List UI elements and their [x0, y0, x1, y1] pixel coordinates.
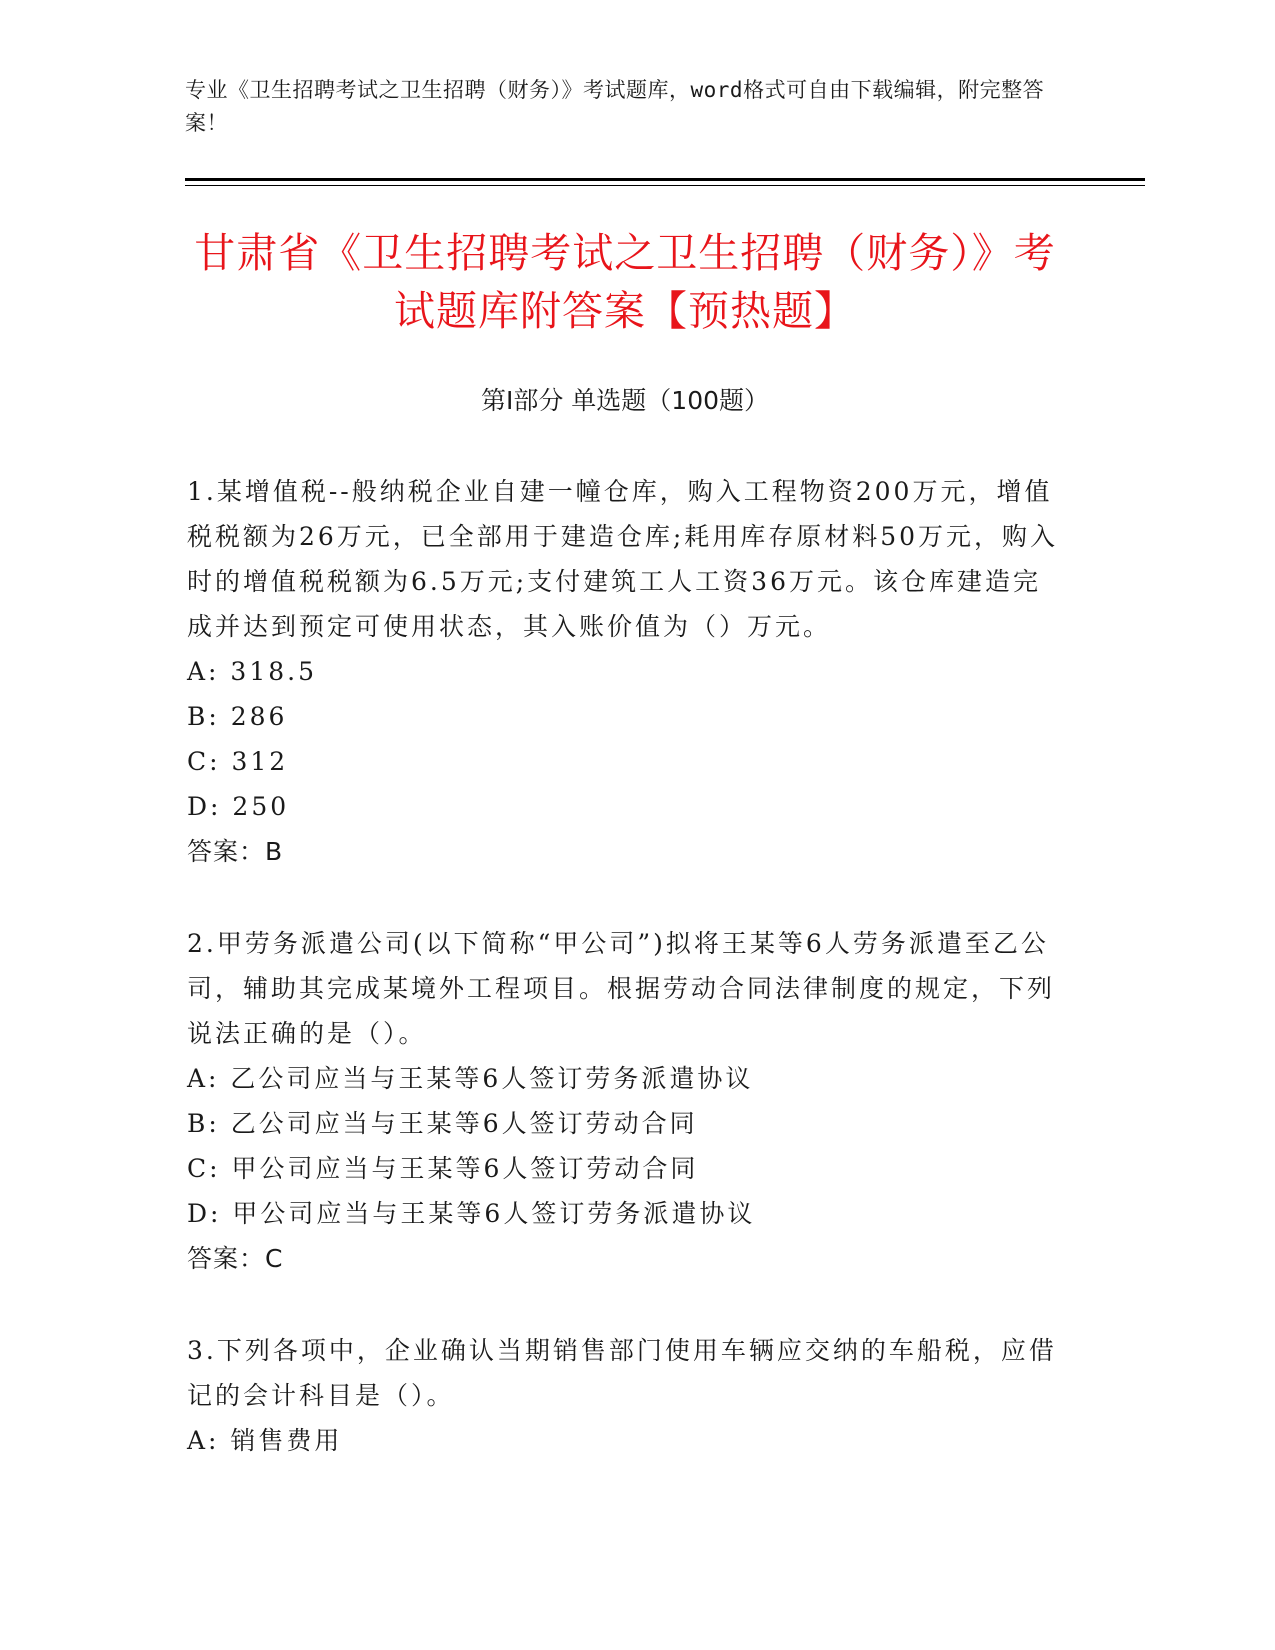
option-d: D: 甲公司应当与王某等6人签订劳务派遣协议 — [187, 1199, 756, 1228]
option-b: B: 乙公司应当与王某等6人签订劳动合同 — [187, 1109, 698, 1138]
header-note: 专业《卫生招聘考试之卫生招聘（财务）》考试题库，word格式可自由下载编辑，附完整答案！ — [185, 78, 1045, 135]
header-rule-thick — [185, 178, 1145, 181]
header-rule-thin — [185, 185, 1145, 186]
answer: 答案：C — [187, 1244, 284, 1273]
option-a: A: 318.5 — [187, 657, 317, 686]
option-a: A: 乙公司应当与王某等6人签订劳务派遣协议 — [187, 1064, 754, 1093]
question-3 — [187, 1328, 1067, 1463]
option-d: D: 250 — [187, 792, 290, 821]
option-c: C: 甲公司应当与王某等6人签订劳动合同 — [187, 1154, 699, 1183]
option-a: A: 销售费用 — [187, 1426, 343, 1455]
question-text: 3.下列各项中，企业确认当期销售部门使用车辆应交纳的车船税，应借记的会计科目是（）。 — [187, 1336, 1057, 1410]
section-heading: 第Ⅰ部分 单选题（100题） — [480, 386, 770, 415]
answer: 答案：B — [187, 837, 284, 866]
question-2 — [187, 921, 1067, 1281]
question-text: 2.甲劳务派遣公司(以下简称“甲公司”)拟将王某等6人劳务派遣至乙公司，辅助其完成某境外工程项目。根据劳动合同法律制度的规定，下列说法正确的是（）。 — [187, 929, 1056, 1048]
question-text: 1.某增值税--般纳税企业自建一幢仓库，购入工程物资200万元，增值税税额为26万元，已全部用于建造仓库;耗用库存原材料50万元，购入时的增值税税额为6.5万元;支付建筑工人工资36万元。该仓库建造完成并达到预定可使用状态，其入账价值为（）万元。 — [187, 477, 1059, 641]
document-title: 甘肃省《卫生招聘考试之卫生招聘（财务）》考试题库附答案【预热题】 — [194, 229, 1056, 335]
option-c: C: 312 — [187, 747, 289, 776]
option-b: B: 286 — [187, 702, 288, 731]
question-1 — [187, 469, 1067, 874]
